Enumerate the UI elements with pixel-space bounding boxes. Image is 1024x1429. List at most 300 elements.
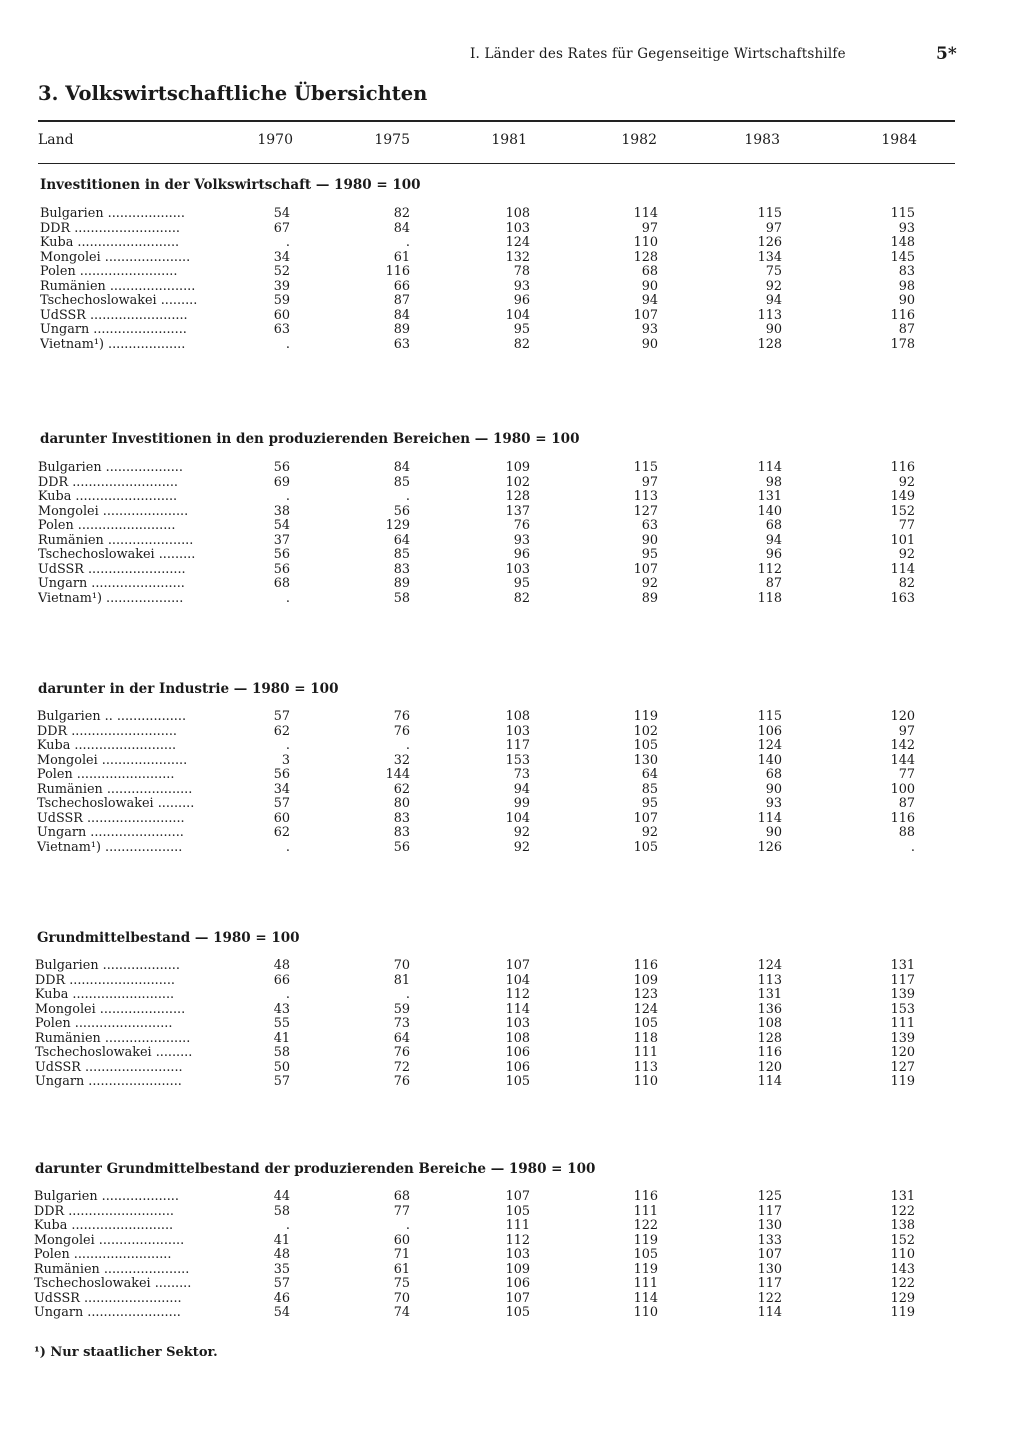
row-value: 129 (385, 518, 410, 533)
row-value: 114 (757, 810, 782, 826)
block-rows (0, 710, 1024, 855)
row-value: 82 (898, 576, 915, 591)
page-number: 5* (936, 44, 957, 64)
row-value: 93 (513, 278, 530, 294)
row-value: 136 (757, 1001, 782, 1017)
row-value: 90 (765, 322, 782, 337)
row-value: 87 (393, 293, 410, 308)
row-value: 76 (393, 1045, 410, 1060)
block-title: darunter Grundmittelbestand der produzierenden Bereiche — 1980 = 100 (35, 1161, 596, 1177)
row-value: 83 (393, 810, 410, 826)
row-value: 128 (757, 1030, 782, 1046)
row-country: Polen ........................ (38, 519, 176, 533)
row-country: Vietnam¹) ................... (37, 840, 183, 855)
row-value: 90 (641, 278, 658, 294)
table-row (0, 1263, 1024, 1278)
row-value: 54 (273, 518, 290, 533)
row-country: Mongolei ..................... (40, 250, 191, 265)
row-value: 90 (641, 336, 658, 352)
row-value: 113 (633, 489, 658, 504)
table-row (0, 1032, 1024, 1047)
section-title: 3. Volkswirtschaftliche Übersichten (38, 82, 428, 105)
row-value: 99 (513, 796, 530, 811)
row-value: 178 (890, 336, 915, 352)
row-value: 109 (505, 460, 530, 475)
row-value: 105 (633, 1247, 658, 1262)
row-value: 58 (273, 1045, 290, 1060)
row-value: 114 (633, 206, 658, 221)
row-value: 112 (505, 987, 530, 1002)
row-country: UdSSR ........................ (38, 562, 186, 577)
table-row (0, 1306, 1024, 1321)
row-country: Vietnam¹) ................... (38, 591, 184, 606)
row-value: 92 (641, 825, 658, 840)
table-row (0, 265, 1024, 280)
row-value: 120 (890, 1045, 915, 1060)
row-value: 94 (641, 293, 658, 308)
table-row (0, 1277, 1024, 1292)
table-row (0, 534, 1024, 549)
row-country: Ungarn ....................... (40, 323, 187, 337)
row-country: DDR .......................... (40, 221, 180, 236)
row-value: 105 (633, 738, 658, 753)
row-country: Kuba ......................... (37, 739, 177, 753)
row-value: 38 (273, 503, 290, 519)
row-value: 84 (393, 307, 410, 323)
row-value: 57 (273, 796, 290, 811)
row-value: 110 (633, 1305, 658, 1320)
row-value: 114 (890, 561, 915, 577)
block-title: darunter Investitionen in den produzierenden Bereichen — 1980 = 100 (40, 431, 580, 447)
row-country: UdSSR ........................ (34, 1291, 182, 1306)
row-value: 68 (273, 576, 290, 591)
row-value: 117 (757, 1203, 782, 1219)
row-value: 97 (641, 220, 658, 236)
row-value: . (910, 839, 915, 855)
row-country: Mongolei ..................... (35, 1002, 186, 1017)
row-value: 56 (393, 503, 410, 519)
row-value: 70 (393, 958, 410, 973)
row-value: 57 (273, 1074, 290, 1089)
row-value: 131 (890, 958, 915, 973)
row-value: 113 (633, 1059, 658, 1075)
block-title: Grundmittelbestand — 1980 = 100 (37, 930, 300, 946)
row-value: 119 (890, 1074, 915, 1089)
row-value: 77 (393, 1203, 410, 1219)
row-country: Polen ........................ (34, 1248, 172, 1262)
row-value: 124 (633, 1001, 658, 1017)
row-value: . (285, 738, 290, 753)
row-value: 56 (273, 767, 290, 782)
row-value: 90 (765, 781, 782, 797)
row-value: 81 (393, 972, 410, 988)
row-value: 72 (393, 1059, 410, 1075)
row-value: 93 (513, 532, 530, 548)
row-value: 149 (890, 489, 915, 504)
row-value: 128 (633, 249, 658, 265)
row-value: 69 (273, 474, 290, 490)
row-value: 138 (890, 1218, 915, 1233)
row-country: Bulgarien ................... (38, 461, 183, 475)
row-value: 118 (633, 1030, 658, 1046)
table-row (0, 338, 1024, 353)
block-rows (0, 959, 1024, 1090)
row-value: 111 (633, 1045, 658, 1060)
row-value: 83 (393, 825, 410, 840)
row-country: Bulgarien ................... (34, 1190, 179, 1204)
row-value: 98 (898, 278, 915, 294)
row-country: Bulgarien .. ................. (37, 710, 187, 724)
table-row (0, 739, 1024, 754)
row-country: Ungarn ....................... (38, 577, 185, 591)
row-country: Mongolei ..................... (38, 504, 189, 519)
row-value: 88 (898, 825, 915, 840)
row-value: 113 (757, 972, 782, 988)
table-row (0, 974, 1024, 989)
row-value: 111 (633, 1203, 658, 1219)
row-value: 90 (765, 825, 782, 840)
row-value: 107 (633, 561, 658, 577)
row-value: 61 (393, 249, 410, 265)
row-value: 116 (385, 264, 410, 279)
table-row (0, 1190, 1024, 1205)
table-row (0, 826, 1024, 841)
table-row (0, 548, 1024, 563)
table-row (0, 1234, 1024, 1249)
header-rule-bottom (38, 163, 955, 164)
row-value: 63 (273, 322, 290, 337)
row-value: 142 (890, 738, 915, 753)
row-country: Rumänien ..................... (34, 1262, 190, 1277)
row-value: 131 (757, 489, 782, 504)
row-value: 70 (393, 1290, 410, 1306)
row-value: 71 (393, 1247, 410, 1262)
row-value: 131 (757, 987, 782, 1002)
row-value: 129 (890, 1290, 915, 1306)
row-value: 62 (393, 781, 410, 797)
row-value: 107 (757, 1247, 782, 1262)
row-value: 56 (273, 460, 290, 475)
row-value: 120 (890, 709, 915, 724)
table-row (0, 812, 1024, 827)
row-value: 77 (898, 767, 915, 782)
row-value: 92 (513, 839, 530, 855)
table-row (0, 754, 1024, 769)
row-value: 108 (505, 206, 530, 221)
row-value: 87 (898, 322, 915, 337)
row-value: 68 (765, 518, 782, 533)
row-value: 64 (393, 532, 410, 548)
row-value: 37 (273, 532, 290, 548)
row-value: 152 (890, 503, 915, 519)
column-header-year: 1970 (257, 132, 293, 148)
table-row (0, 988, 1024, 1003)
row-country: Kuba ......................... (40, 236, 180, 250)
row-value: 93 (641, 322, 658, 337)
row-country: Tschechoslowakei ......... (34, 1277, 192, 1291)
row-country: DDR .......................... (35, 973, 175, 988)
row-value: 87 (765, 576, 782, 591)
row-value: 41 (273, 1232, 290, 1248)
row-value: 55 (273, 1016, 290, 1031)
row-value: 74 (393, 1305, 410, 1320)
row-value: 124 (757, 738, 782, 753)
row-value: 110 (890, 1247, 915, 1262)
row-value: 89 (393, 322, 410, 337)
row-value: 114 (633, 1290, 658, 1306)
row-value: 83 (393, 561, 410, 577)
row-value: 112 (757, 561, 782, 577)
row-value: 122 (890, 1203, 915, 1219)
row-value: 90 (641, 532, 658, 548)
row-value: 95 (641, 796, 658, 811)
row-value: 95 (513, 576, 530, 591)
row-value: 56 (393, 839, 410, 855)
row-value: 107 (633, 810, 658, 826)
table-row (0, 519, 1024, 534)
row-value: 106 (505, 1276, 530, 1291)
row-value: 144 (890, 752, 915, 768)
row-country: Ungarn ....................... (35, 1075, 182, 1089)
row-value: 122 (633, 1218, 658, 1233)
row-value: 127 (633, 503, 658, 519)
row-value: 137 (505, 503, 530, 519)
row-value: 107 (505, 958, 530, 973)
row-value: 116 (757, 1045, 782, 1060)
row-country: Polen ........................ (37, 768, 175, 782)
table-row (0, 294, 1024, 309)
row-value: 128 (757, 336, 782, 352)
row-value: 114 (757, 1074, 782, 1089)
row-value: 106 (505, 1059, 530, 1075)
row-value: 116 (890, 307, 915, 323)
row-value: . (285, 1218, 290, 1233)
row-value: 76 (393, 709, 410, 724)
row-value: 56 (273, 561, 290, 577)
row-value: 107 (633, 307, 658, 323)
row-value: 68 (641, 264, 658, 279)
table-row (0, 1248, 1024, 1263)
row-value: 115 (757, 709, 782, 724)
row-value: 104 (505, 307, 530, 323)
block-rows (0, 207, 1024, 352)
row-value: 124 (505, 235, 530, 250)
row-value: 122 (890, 1276, 915, 1291)
row-value: 111 (890, 1016, 915, 1031)
block-rows (0, 461, 1024, 606)
row-value: 64 (393, 1030, 410, 1046)
row-country: Kuba ......................... (35, 988, 175, 1002)
table-row (0, 236, 1024, 251)
row-value: 153 (890, 1001, 915, 1017)
row-value: 34 (273, 249, 290, 265)
row-value: 95 (513, 322, 530, 337)
row-value: 63 (641, 518, 658, 533)
row-value: . (285, 489, 290, 504)
row-country: Rumänien ..................... (38, 533, 194, 548)
row-value: 102 (505, 474, 530, 490)
row-value: 124 (757, 958, 782, 973)
row-country: Mongolei ..................... (34, 1233, 185, 1248)
row-value: 110 (633, 235, 658, 250)
row-value: 57 (273, 709, 290, 724)
row-country: Ungarn ....................... (37, 826, 184, 840)
row-value: 94 (765, 532, 782, 548)
row-value: 113 (757, 307, 782, 323)
row-value: 73 (393, 1016, 410, 1031)
row-value: 62 (273, 723, 290, 739)
column-header-year: 1984 (881, 132, 917, 148)
row-value: 110 (633, 1074, 658, 1089)
row-country: Kuba ......................... (38, 490, 178, 504)
row-value: 77 (898, 518, 915, 533)
table-row (0, 725, 1024, 740)
table-row (0, 959, 1024, 974)
row-value: 102 (633, 723, 658, 739)
block-title: darunter in der Industrie — 1980 = 100 (38, 681, 339, 697)
footnote: ¹) Nur staatlicher Sektor. (34, 1345, 218, 1360)
row-value: 84 (393, 220, 410, 236)
row-value: 115 (757, 206, 782, 221)
table-row (0, 251, 1024, 266)
table-row (0, 505, 1024, 520)
row-value: 103 (505, 1016, 530, 1031)
row-country: Mongolei ..................... (37, 753, 188, 768)
row-value: 103 (505, 723, 530, 739)
row-value: . (405, 738, 410, 753)
row-value: 82 (393, 206, 410, 221)
row-value: 96 (513, 547, 530, 562)
row-value: 130 (757, 1218, 782, 1233)
row-value: 85 (393, 547, 410, 562)
row-value: 107 (505, 1189, 530, 1204)
row-value: 117 (757, 1276, 782, 1291)
row-value: 140 (757, 752, 782, 768)
row-value: 103 (505, 561, 530, 577)
row-value: 139 (890, 1030, 915, 1046)
row-value: 3 (281, 752, 290, 768)
row-value: 105 (505, 1305, 530, 1320)
table-row (0, 323, 1024, 338)
table-row (0, 476, 1024, 491)
row-value: 35 (273, 1261, 290, 1277)
table-row (0, 577, 1024, 592)
row-value: 76 (513, 518, 530, 533)
row-value: 94 (765, 293, 782, 308)
row-value: 148 (890, 235, 915, 250)
row-value: 105 (505, 1203, 530, 1219)
row-country: UdSSR ........................ (35, 1060, 183, 1075)
column-header-year: 1975 (374, 132, 410, 148)
row-value: 119 (890, 1305, 915, 1320)
row-value: 103 (505, 1247, 530, 1262)
row-value: 43 (273, 1001, 290, 1017)
row-value: 66 (273, 972, 290, 988)
row-value: 139 (890, 987, 915, 1002)
row-value: 62 (273, 825, 290, 840)
row-value: . (285, 235, 290, 250)
row-value: 39 (273, 278, 290, 294)
table-row (0, 563, 1024, 578)
row-value: 93 (765, 796, 782, 811)
row-value: 67 (273, 220, 290, 236)
column-header-year: 1983 (744, 132, 780, 148)
row-value: 140 (757, 503, 782, 519)
row-country: Tschechoslowakei ......... (37, 797, 195, 811)
row-value: . (285, 839, 290, 855)
row-value: 92 (513, 825, 530, 840)
row-value: 111 (633, 1276, 658, 1291)
row-value: 66 (393, 278, 410, 294)
row-value: 122 (757, 1290, 782, 1306)
row-value: 114 (757, 460, 782, 475)
row-value: . (285, 987, 290, 1002)
row-value: 75 (393, 1276, 410, 1291)
table-row (0, 1046, 1024, 1061)
row-value: 116 (633, 958, 658, 973)
row-value: 96 (513, 293, 530, 308)
row-value: 125 (757, 1189, 782, 1204)
row-value: 63 (393, 336, 410, 352)
row-country: Tschechoslowakei ......... (38, 548, 196, 562)
row-value: . (285, 336, 290, 352)
table-row (0, 592, 1024, 607)
row-value: 76 (393, 1074, 410, 1089)
header-rule-top (38, 120, 955, 122)
row-country: DDR .......................... (38, 475, 178, 490)
row-country: Bulgarien ................... (40, 207, 185, 221)
row-value: 89 (393, 576, 410, 591)
row-value: . (405, 235, 410, 250)
row-value: 58 (273, 1203, 290, 1219)
table-row (0, 1061, 1024, 1076)
row-country: Polen ........................ (40, 265, 178, 279)
row-value: 60 (273, 307, 290, 323)
row-value: 145 (890, 249, 915, 265)
row-value: 123 (633, 987, 658, 1002)
row-value: 52 (273, 264, 290, 279)
row-value: 103 (505, 220, 530, 236)
table-row (0, 1205, 1024, 1220)
row-value: 109 (633, 972, 658, 988)
row-value: . (405, 489, 410, 504)
row-value: 133 (757, 1232, 782, 1248)
table-row (0, 1017, 1024, 1032)
row-country: Tschechoslowakei ......... (40, 294, 198, 308)
row-country: Rumänien ..................... (35, 1031, 191, 1046)
row-value: 117 (505, 738, 530, 753)
row-value: 85 (393, 474, 410, 490)
row-value: 76 (393, 723, 410, 739)
table-row (0, 280, 1024, 295)
row-value: 97 (898, 723, 915, 739)
row-value: 68 (765, 767, 782, 782)
row-value: 106 (757, 723, 782, 739)
row-country: Rumänien ..................... (37, 782, 193, 797)
row-value: 104 (505, 972, 530, 988)
row-country: Polen ........................ (35, 1017, 173, 1031)
row-value: 130 (633, 752, 658, 768)
row-value: 119 (633, 709, 658, 724)
table-row (0, 797, 1024, 812)
row-value: 108 (757, 1016, 782, 1031)
row-value: 153 (505, 752, 530, 768)
row-country: UdSSR ........................ (40, 308, 188, 323)
row-value: . (285, 590, 290, 606)
row-value: 119 (633, 1232, 658, 1248)
running-head: I. Länder des Rates für Gegenseitige Wirtschaftshilfe (470, 46, 846, 62)
row-country: Tschechoslowakei ......... (35, 1046, 193, 1060)
